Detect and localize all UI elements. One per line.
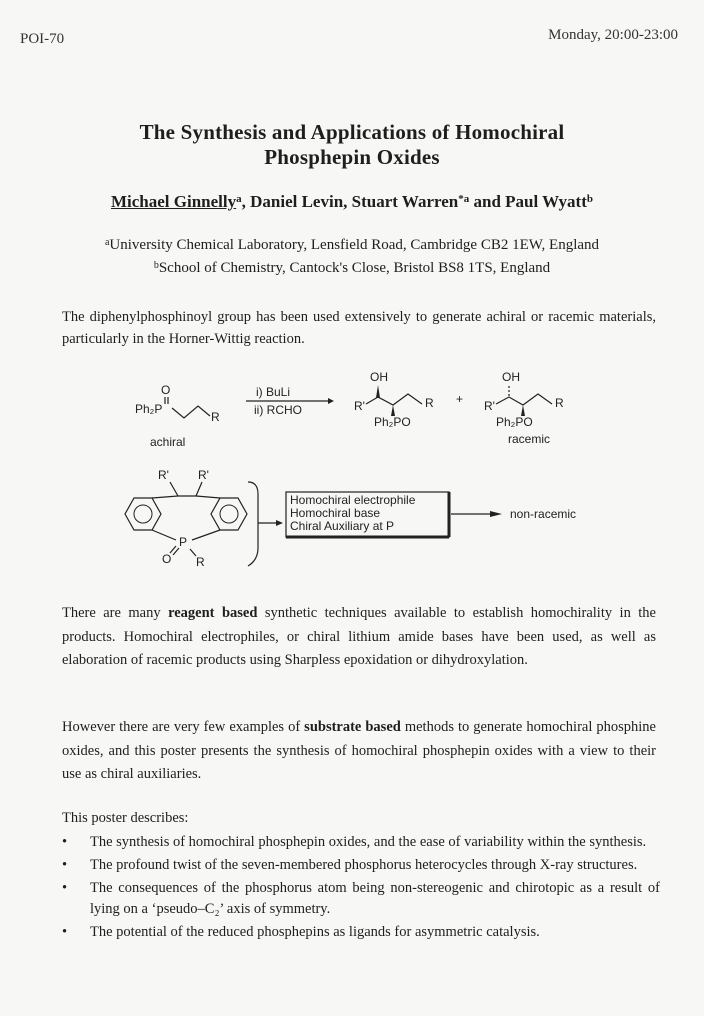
structure-bracket [248,482,258,566]
oh-label-2: OH [502,370,520,384]
para2-text-2: methods to generate homochiral phosphine oxides, and this poster presents the synthesis of homochiral phosphepin oxides with a view to their use as chiral auxiliaries. [62,719,656,782]
author-4-affiliation: b [586,193,593,205]
affiliation-b-mark: b [153,260,159,271]
author-separator: , [241,192,251,211]
oh-label-1: OH [370,370,388,384]
product-1 [354,370,434,429]
achiral-label: achiral [150,435,186,449]
phosphepin-oxide-structure [125,468,247,569]
author-3-affiliation: *a [458,193,470,205]
rprime-label-a: R' [158,468,169,482]
r-label: R [211,410,220,424]
rprime-label-2: R' [484,399,495,413]
reagent-1: i) BuLi [256,385,291,399]
ph2po-label-2: Ph₂PO [496,415,533,429]
author-1-affiliation: a [236,193,242,205]
para1-text-2: synthetic techniques available to establish homochirality in the products. Homochiral electrophiles, or chiral lithium amide bases have been used, as well as elaboration of racemic products using Sharpless epoxidation or dihydroxylation. [62,605,656,668]
list-item [62,855,660,876]
session-time: Monday, 20:00-23:00 [548,27,678,43]
substrate-based-paragraph [62,716,656,787]
plus-sign: + [456,392,464,406]
list-item-text: The synthesis of homochiral phosphepin oxides, and the ease of variability within the synthesis. [90,834,647,850]
list-item [62,878,660,920]
box-line-2: Homochiral base [290,506,381,520]
bullet-dot: • [62,924,68,940]
box-line-1: Homochiral electrophile [290,493,416,507]
product-2 [484,370,564,446]
rprime-label-1: R' [354,399,365,413]
phosphorus-label: P [179,535,188,549]
author-2: Daniel Levin [250,192,344,211]
r-label-3: R [555,396,564,410]
para2-text-1: However there are very few examples of [62,719,305,735]
rprime-label-b: R' [198,468,209,482]
author-separator: and [469,192,506,211]
reagent-2: ii) RCHO [254,403,302,417]
strategy-box [286,492,449,537]
para1-bold: reagent based [168,605,258,621]
para1-text-1: There are many [62,605,169,621]
bullet-dot: • [62,857,68,873]
description-list [62,832,660,945]
oxygen-label: O [162,552,172,566]
ph2po-label-1: Ph₂PO [374,415,411,429]
list-item-text: The consequences of the phosphorus atom being non-stereogenic and chirotopic as a result of lying on a ‘pseudo–C₂’ axis of symmetry. [90,880,660,917]
bullet-dot: • [62,834,68,850]
r-group-label: R [196,555,205,569]
reaction-arrow-1 [246,385,334,417]
reagent-based-paragraph [62,602,656,673]
racemic-label: racemic [508,432,551,446]
affiliation-a-text: University Chemical Laboratory, Lensfield Road, Cambridge CB2 1EW, England [109,237,600,253]
para2-bold: substrate based [304,719,401,735]
box-line-3: Chiral Auxiliary at P [290,519,395,533]
list-item [62,922,660,943]
describes-heading: This poster describes: [62,810,189,826]
author-3: Stuart Warren [351,192,459,211]
affiliation-a-mark: a [104,237,110,248]
bullet-dot: • [62,880,68,896]
affiliation-b-text: School of Chemistry, Cantock's Close, Bristol BS8 1TS, England [158,260,551,276]
list-item-text: The potential of the reduced phosphepins as ligands for asymmetric catalysis. [90,924,540,940]
author-4: Paul Wyatt [505,192,587,211]
ph2p-label: Ph₂P [135,402,163,416]
poster-id: POI-70 [20,31,65,47]
carbonyl-o-label: O [161,383,171,397]
non-racemic-label: non-racemic [510,507,577,521]
starting-phosphine-oxide [135,383,220,449]
title-line-2: Phosphepin Oxides [264,145,440,169]
list-item-text: The profound twist of the seven-membered phosphorus heterocycles through X-ray structures. [90,857,638,873]
intro-paragraph: The diphenylphosphinoyl group has been used extensively to generate achiral or racemic materials, particularly in the Horner-Wittig reaction. [62,309,656,347]
author-separator: , [343,192,352,211]
author-1: Michael Ginnelly [110,192,237,211]
title-line-1: The Synthesis and Applications of Homochiral [139,120,565,144]
list-item [62,832,660,853]
r-label-2: R [425,396,434,410]
